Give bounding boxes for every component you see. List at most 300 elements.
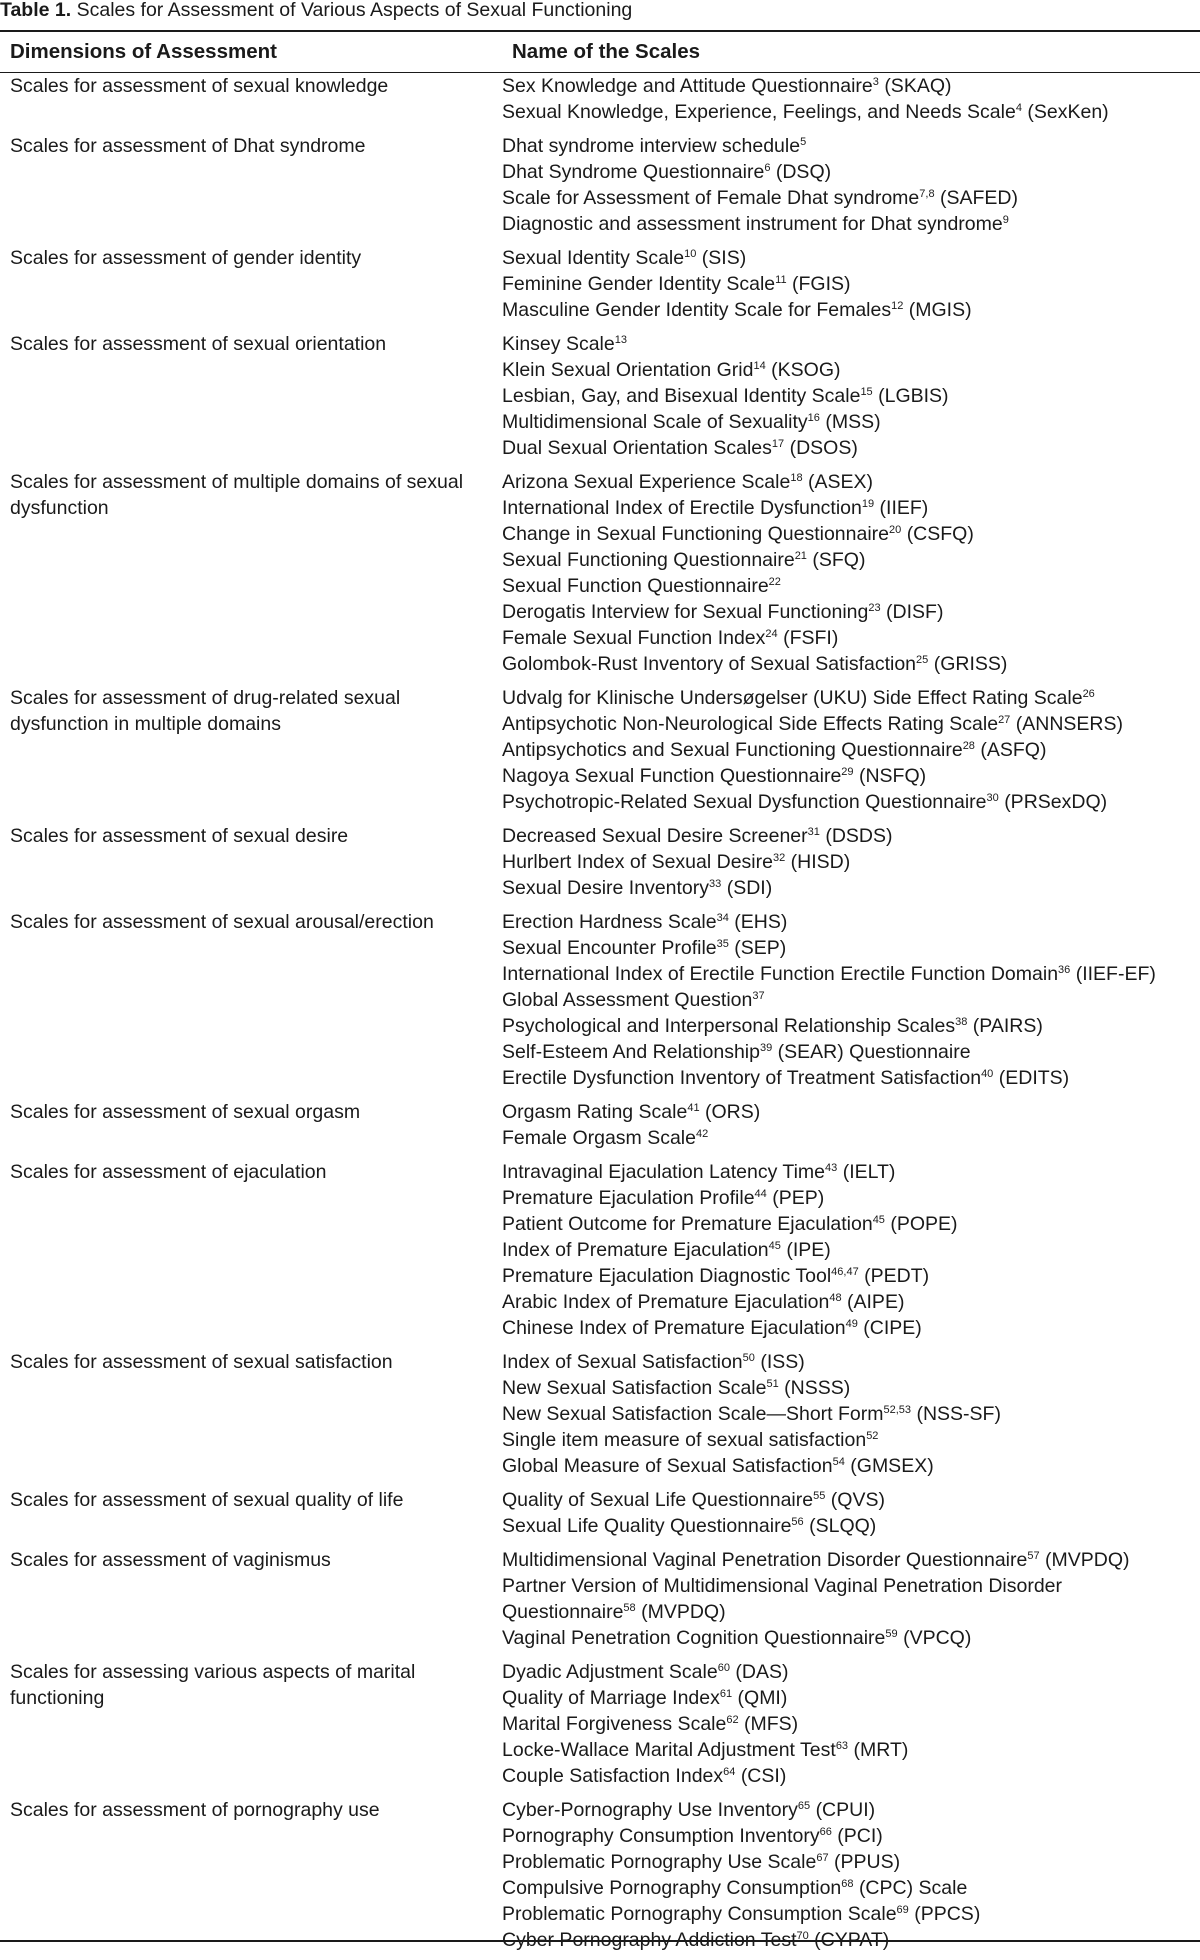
table-bottom-rule <box>0 1940 1200 1942</box>
dimension-cell: Scales for assessment of sexual quality of life <box>10 1489 404 1511</box>
table-row <box>0 1796 1200 1960</box>
scale-abbreviation: (SEAR) Questionnaire <box>777 1041 971 1063</box>
scale-entry <box>502 357 1190 383</box>
scale-name: Sexual Life Quality Questionnaire <box>502 1515 792 1537</box>
reference-number: 3 <box>872 76 879 88</box>
scale-abbreviation: (MFS) <box>744 1713 799 1735</box>
scale-name: Premature Ejaculation Profile <box>502 1187 755 1209</box>
scale-name: Arizona Sexual Experience Scale <box>502 471 791 493</box>
scale-entry <box>502 409 1190 435</box>
dimension-cell: Scales for assessment of gender identity <box>10 247 362 269</box>
scale-name: New Sexual Satisfaction Scale <box>502 1377 767 1399</box>
scale-entry <box>502 1315 1190 1341</box>
scale-entry <box>502 1547 1190 1573</box>
scale-entry <box>502 99 1190 125</box>
scale-entry <box>502 1065 1190 1091</box>
scale-entry <box>502 1453 1190 1479</box>
scale-entry <box>502 599 1190 625</box>
scale-name: Sexual Encounter Profile <box>502 937 717 959</box>
scale-name: Dhat Syndrome Questionnaire <box>502 161 765 183</box>
table-row <box>0 908 1200 1098</box>
scale-abbreviation: (CPUI) <box>815 1799 876 1821</box>
reference-number: 43 <box>825 1162 838 1174</box>
scale-name: Index of Premature Ejaculation <box>502 1239 769 1261</box>
scales-cell <box>502 909 1190 1091</box>
scales-cell <box>502 823 1190 901</box>
scale-entry <box>502 935 1190 961</box>
scale-abbreviation: (KSOG) <box>771 359 841 381</box>
scale-name: Scale for Assessment of Female Dhat syndrome <box>502 187 920 209</box>
table-row <box>0 684 1200 822</box>
reference-number: 37 <box>752 990 765 1002</box>
table-caption-label: Table 1. <box>0 0 72 21</box>
scale-entry <box>502 1211 1190 1237</box>
reference-number: 24 <box>765 628 778 640</box>
scale-name: Lesbian, Gay, and Bisexual Identity Scale <box>502 385 861 407</box>
scale-abbreviation: (CSI) <box>740 1765 787 1787</box>
reference-number: 51 <box>766 1378 779 1390</box>
reference-number: 33 <box>709 878 722 890</box>
scale-abbreviation: (MVPDQ) <box>1045 1549 1130 1571</box>
dimension-cell: Scales for assessing various aspects of marital functioning <box>10 1661 416 1709</box>
scale-name: Hurlbert Index of Sexual Desire <box>502 851 773 873</box>
scale-abbreviation: (DSOS) <box>789 437 858 459</box>
scale-abbreviation: (MRT) <box>853 1739 909 1761</box>
reference-number: 52 <box>866 1430 879 1442</box>
reference-number: 42 <box>695 1128 709 1140</box>
dimension-cell: Scales for assessment of multiple domains of sexual dysfunction <box>10 471 464 519</box>
scale-entry <box>502 271 1190 297</box>
scale-abbreviation: (SFQ) <box>812 549 866 571</box>
scale-abbreviation: (NSFQ) <box>858 765 927 787</box>
reference-number: 58 <box>623 1602 636 1614</box>
scale-abbreviation: (ASEX) <box>808 471 874 493</box>
scale-abbreviation: (ORS) <box>705 1101 761 1123</box>
scale-entry <box>502 383 1190 409</box>
scale-abbreviation: (MSS) <box>825 411 881 433</box>
scales-cell <box>502 1349 1190 1479</box>
table-row <box>0 468 1200 684</box>
scale-entry <box>502 1875 1190 1901</box>
scale-entry <box>502 849 1190 875</box>
scale-abbreviation: (GMSEX) <box>850 1455 934 1477</box>
scale-entry <box>502 1487 1190 1513</box>
scale-name: Antipsychotic Non-Neurological Side Effects Rating Scale <box>502 713 999 735</box>
scale-entry <box>502 737 1190 763</box>
scale-abbreviation: (ISS) <box>760 1351 805 1373</box>
scale-name: Intravaginal Ejaculation Latency Time <box>502 1161 826 1183</box>
scale-name: Kinsey Scale <box>502 333 615 355</box>
dimension-cell: Scales for assessment of vaginismus <box>10 1549 331 1571</box>
reference-number: 31 <box>807 826 820 838</box>
reference-number: 30 <box>986 792 999 804</box>
scale-entry <box>502 987 1190 1013</box>
scale-entry <box>502 1901 1190 1927</box>
reference-number: 50 <box>742 1352 755 1364</box>
scale-entry <box>502 1823 1190 1849</box>
dimension-cell: Scales for assessment of ejaculation <box>10 1161 327 1183</box>
scale-entry <box>502 1573 1190 1625</box>
reference-number: 32 <box>772 852 786 864</box>
dimension-cell: Scales for assessment of sexual desire <box>10 825 349 847</box>
reference-number: 18 <box>790 472 803 484</box>
reference-number: 38 <box>955 1016 968 1028</box>
column-header-scales: Name of the Scales <box>512 40 700 63</box>
scale-name: Masculine Gender Identity Scale for Females <box>502 299 892 321</box>
scale-abbreviation: (CYPAT) <box>814 1929 890 1951</box>
scale-abbreviation: (EDITS) <box>998 1067 1070 1089</box>
scale-abbreviation: (IIEF) <box>879 497 929 519</box>
reference-number: 10 <box>684 248 697 260</box>
scale-name: Erection Hardness Scale <box>502 911 717 933</box>
scale-entry <box>502 1125 1190 1151</box>
reference-number: 63 <box>835 1740 849 1752</box>
scale-entry <box>502 133 1190 159</box>
reference-number: 20 <box>889 524 902 536</box>
scale-name: Single item measure of sexual satisfaction <box>502 1429 867 1451</box>
scale-abbreviation: (PEDT) <box>864 1265 930 1287</box>
scale-name: Global Measure of Sexual Satisfaction <box>502 1455 833 1477</box>
scales-cell <box>502 331 1190 461</box>
reference-number: 36 <box>1058 964 1071 976</box>
scale-abbreviation: (PRSexDQ) <box>1004 791 1108 813</box>
scale-name: Cyber Pornography Addiction Test <box>502 1929 797 1951</box>
reference-number: 21 <box>794 550 807 562</box>
scale-entry <box>502 1711 1190 1737</box>
scale-name: Decreased Sexual Desire Screener <box>502 825 808 847</box>
scale-abbreviation: (PAIRS) <box>972 1015 1043 1037</box>
scale-abbreviation: (DSDS) <box>825 825 893 847</box>
scale-name: Multidimensional Scale of Sexuality <box>502 411 808 433</box>
scale-name: Sexual Function Questionnaire <box>502 575 769 597</box>
table-row <box>0 822 1200 908</box>
reference-number: 55 <box>813 1490 826 1502</box>
scale-name: Change in Sexual Functioning Questionnaire <box>502 523 890 545</box>
scale-name: Quality of Sexual Life Questionnaire <box>502 1489 814 1511</box>
scale-name: Female Orgasm Scale <box>502 1127 696 1149</box>
reference-number: 64 <box>723 1766 736 1778</box>
table-top-rule <box>0 30 1200 32</box>
scale-name: Global Assessment Question <box>502 989 753 1011</box>
reference-number: 14 <box>753 360 766 372</box>
scale-abbreviation: (HISD) <box>790 851 851 873</box>
reference-number: 45 <box>872 1214 885 1226</box>
reference-number: 5 <box>800 136 807 148</box>
reference-number: 70 <box>796 1930 809 1942</box>
scale-entry <box>502 297 1190 323</box>
scale-entry <box>502 1513 1190 1539</box>
scale-name: Arabic Index of Premature Ejaculation <box>502 1291 830 1313</box>
scale-entry <box>502 185 1190 211</box>
reference-number: 65 <box>797 1800 811 1812</box>
reference-number: 57 <box>1027 1550 1040 1562</box>
scale-abbreviation: (SIS) <box>701 247 747 269</box>
reference-number: 59 <box>885 1628 898 1640</box>
scale-entry <box>502 573 1190 599</box>
scale-entry <box>502 1013 1190 1039</box>
scale-abbreviation: (POPE) <box>890 1213 958 1235</box>
scale-name: Golombok-Rust Inventory of Sexual Satisfaction <box>502 653 917 675</box>
reference-number: 34 <box>716 912 729 924</box>
scale-entry <box>502 521 1190 547</box>
reference-number: 17 <box>771 438 785 450</box>
reference-number: 48 <box>829 1292 842 1304</box>
reference-number: 67 <box>816 1852 829 1864</box>
table-row <box>0 1348 1200 1486</box>
scales-cell <box>502 73 1190 125</box>
scale-abbreviation: (PPCS) <box>914 1903 981 1925</box>
dimension-cell: Scales for assessment of pornography use <box>10 1799 380 1821</box>
scale-entry <box>502 73 1190 99</box>
table-row <box>0 330 1200 468</box>
reference-number: 4 <box>1015 102 1022 114</box>
scale-entry <box>502 435 1190 461</box>
table-caption <box>0 0 632 20</box>
scales-cell <box>502 685 1190 815</box>
column-header-dimensions: Dimensions of Assessment <box>10 40 277 63</box>
scales-cell <box>502 1159 1190 1341</box>
scale-name: Sexual Functioning Questionnaire <box>502 549 795 571</box>
scale-name: Dyadic Adjustment Scale <box>502 1661 718 1683</box>
reference-number: 60 <box>717 1662 730 1674</box>
scale-name: Self-Esteem And Relationship <box>502 1041 760 1063</box>
reference-number: 6 <box>764 162 771 174</box>
table-row <box>0 1486 1200 1546</box>
reference-number: 12 <box>891 300 904 312</box>
reference-number: 66 <box>819 1826 832 1838</box>
scales-cell <box>502 1659 1190 1789</box>
dimension-cell: Scales for assessment of sexual satisfaction <box>10 1351 393 1373</box>
scale-name: Antipsychotics and Sexual Functioning Questionnaire <box>502 739 963 761</box>
scale-abbreviation: (EHS) <box>734 911 788 933</box>
scale-entry <box>502 1289 1190 1315</box>
dimension-cell: Scales for assessment of sexual arousal/erection <box>10 911 434 933</box>
scale-entry <box>502 1039 1190 1065</box>
scale-name: Partner Version of Multidimensional Vaginal Penetration Disorder Questionnaire <box>502 1575 1063 1623</box>
scale-abbreviation: (IPE) <box>786 1239 831 1261</box>
scale-entry <box>502 909 1190 935</box>
scale-name: Problematic Pornography Consumption Scale <box>502 1903 897 1925</box>
scale-abbreviation: (SDI) <box>726 877 773 899</box>
scale-abbreviation: (DSQ) <box>775 161 832 183</box>
scale-entry <box>502 763 1190 789</box>
scale-name: International Index of Erectile Function Erectile Function Domain <box>502 963 1059 985</box>
scale-name: Marital Forgiveness Scale <box>502 1713 727 1735</box>
reference-number: 49 <box>845 1318 858 1330</box>
scale-abbreviation: (VPCQ) <box>903 1627 972 1649</box>
scale-name: Diagnostic and assessment instrument for Dhat syndrome <box>502 213 1003 235</box>
scale-abbreviation: (MGIS) <box>908 299 972 321</box>
scale-entry <box>502 711 1190 737</box>
scale-name: Psychotropic-Related Sexual Dysfunction Questionnaire <box>502 791 987 813</box>
scale-abbreviation: (SLQQ) <box>809 1515 877 1537</box>
dimension-cell: Scales for assessment of sexual orientation <box>10 333 387 355</box>
scale-entry <box>502 1797 1190 1823</box>
reference-number: 54 <box>832 1456 845 1468</box>
table-row <box>0 1658 1200 1796</box>
scale-name: Patient Outcome for Premature Ejaculation <box>502 1213 873 1235</box>
scale-entry <box>502 1685 1190 1711</box>
scale-entry <box>502 1659 1190 1685</box>
reference-number: 40 <box>981 1068 994 1080</box>
table-row <box>0 132 1200 244</box>
scale-name: New Sexual Satisfaction Scale—Short Form <box>502 1403 884 1425</box>
scale-abbreviation: (DAS) <box>735 1661 789 1683</box>
table-caption-text: Scales for Assessment of Various Aspects of Sexual Functioning <box>76 0 633 21</box>
reference-number: 61 <box>719 1688 733 1700</box>
scale-entry <box>502 211 1190 237</box>
scale-entry <box>502 651 1190 677</box>
reference-number: 9 <box>1002 214 1009 226</box>
scale-name: Sex Knowledge and Attitude Questionnaire <box>502 75 873 97</box>
scale-entry <box>502 1099 1190 1125</box>
reference-number: 69 <box>896 1904 909 1916</box>
reference-number: 62 <box>726 1714 739 1726</box>
reference-number: 68 <box>841 1878 854 1890</box>
scale-abbreviation: (QMI) <box>737 1687 788 1709</box>
reference-number: 7,8 <box>919 188 935 200</box>
scale-entry <box>502 245 1190 271</box>
dimension-cell: Scales for assessment of sexual knowledge <box>10 75 389 97</box>
scale-entry <box>502 789 1190 815</box>
scale-entry <box>502 1737 1190 1763</box>
scale-entry <box>502 331 1190 357</box>
scale-abbreviation: (IELT) <box>842 1161 896 1183</box>
scale-name: Compulsive Pornography Consumption <box>502 1877 842 1899</box>
reference-number: 52,53 <box>883 1404 912 1416</box>
scale-abbreviation: (GRISS) <box>933 653 1008 675</box>
reference-number: 26 <box>1082 688 1095 700</box>
scale-name: Feminine Gender Identity Scale <box>502 273 776 295</box>
scale-entry <box>502 625 1190 651</box>
scale-entry <box>502 1849 1190 1875</box>
scale-entry <box>502 1237 1190 1263</box>
scale-entry <box>502 495 1190 521</box>
scale-name: Premature Ejaculation Diagnostic Tool <box>502 1265 832 1287</box>
table-row <box>0 244 1200 330</box>
scale-entry <box>502 1185 1190 1211</box>
scale-abbreviation: (PCI) <box>837 1825 883 1847</box>
scale-name: Udvalg for Klinische Undersøgelser (UKU) Side Effect Rating Scale <box>502 687 1083 709</box>
reference-number: 45 <box>768 1240 781 1252</box>
table-row <box>0 1098 1200 1158</box>
scale-abbreviation: (QVS) <box>830 1489 885 1511</box>
scales-cell <box>502 1797 1190 1953</box>
scale-entry <box>502 1263 1190 1289</box>
scale-abbreviation: (SexKen) <box>1027 101 1109 123</box>
scale-abbreviation: (LGBIS) <box>878 385 949 407</box>
scale-entry <box>502 1427 1190 1453</box>
scale-entry <box>502 1625 1190 1651</box>
scale-abbreviation: (SAFED) <box>939 187 1018 209</box>
table-row <box>0 1546 1200 1658</box>
scale-abbreviation: (MVPDQ) <box>641 1601 726 1623</box>
scale-entry <box>502 1159 1190 1185</box>
scale-entry <box>502 547 1190 573</box>
reference-number: 35 <box>716 938 729 950</box>
dimension-cell: Scales for assessment of Dhat syndrome <box>10 135 366 157</box>
scales-cell <box>502 1547 1190 1651</box>
scale-name: Dhat syndrome interview schedule <box>502 135 801 157</box>
scale-abbreviation: (FSFI) <box>783 627 839 649</box>
reference-number: 11 <box>775 274 787 286</box>
scale-abbreviation: (CPC) Scale <box>858 1877 968 1899</box>
scale-abbreviation: (DISF) <box>886 601 944 623</box>
reference-number: 23 <box>868 602 881 614</box>
reference-number: 22 <box>768 576 781 588</box>
scale-name: Psychological and Interpersonal Relationship Scales <box>502 1015 956 1037</box>
scale-name: Chinese Index of Premature Ejaculation <box>502 1317 846 1339</box>
scale-abbreviation: (PEP) <box>772 1187 825 1209</box>
scale-name: Locke-Wallace Marital Adjustment Test <box>502 1739 836 1761</box>
reference-number: 46,47 <box>831 1266 859 1278</box>
scale-abbreviation: (FGIS) <box>792 273 851 295</box>
reference-number: 13 <box>614 334 627 346</box>
scale-entry <box>502 1763 1190 1789</box>
scale-entry <box>502 823 1190 849</box>
reference-number: 16 <box>807 412 820 424</box>
scale-entry <box>502 469 1190 495</box>
scales-cell <box>502 133 1190 237</box>
dimension-cell: Scales for assessment of drug-related sexual dysfunction in multiple domains <box>10 687 401 735</box>
scale-name: Index of Sexual Satisfaction <box>502 1351 743 1373</box>
reference-number: 19 <box>861 498 875 510</box>
scale-abbreviation: (ANNSERS) <box>1015 713 1123 735</box>
scale-name: Female Sexual Function Index <box>502 627 766 649</box>
scale-abbreviation: (IIEF-EF) <box>1075 963 1156 985</box>
scale-name: Sexual Desire Inventory <box>502 877 710 899</box>
reference-number: 29 <box>841 766 854 778</box>
reference-number: 44 <box>754 1188 767 1200</box>
scale-name: Dual Sexual Orientation Scales <box>502 437 772 459</box>
scales-cell <box>502 1487 1190 1539</box>
scales-cell <box>502 245 1190 323</box>
scale-entry <box>502 1375 1190 1401</box>
scale-entry <box>502 875 1190 901</box>
dimension-cell: Scales for assessment of sexual orgasm <box>10 1101 361 1123</box>
reference-number: 56 <box>791 1516 804 1528</box>
scale-abbreviation: (SEP) <box>734 937 787 959</box>
reference-number: 27 <box>998 714 1011 726</box>
scale-entry <box>502 961 1190 987</box>
reference-number: 39 <box>759 1042 773 1054</box>
scale-abbreviation: (SKAQ) <box>884 75 952 97</box>
scale-entry <box>502 1349 1190 1375</box>
scale-abbreviation: (NSS-SF) <box>916 1403 1001 1425</box>
scale-name: Erectile Dysfunction Inventory of Treatment Satisfaction <box>502 1067 982 1089</box>
scale-name: Multidimensional Vaginal Penetration Disorder Questionnaire <box>502 1549 1028 1571</box>
scale-name: Orgasm Rating Scale <box>502 1101 688 1123</box>
scale-entry <box>502 1401 1190 1427</box>
scale-name: Sexual Identity Scale <box>502 247 685 269</box>
scale-abbreviation: (NSSS) <box>784 1377 851 1399</box>
scale-abbreviation: (PPUS) <box>834 1851 901 1873</box>
reference-number: 25 <box>916 654 929 666</box>
scale-name: International Index of Erectile Dysfunction <box>502 497 862 519</box>
scale-name: Couple Satisfaction Index <box>502 1765 724 1787</box>
reference-number: 28 <box>962 740 975 752</box>
scale-name: Nagoya Sexual Function Questionnaire <box>502 765 842 787</box>
table-row <box>0 72 1200 132</box>
scale-name: Problematic Pornography Use Scale <box>502 1851 817 1873</box>
scale-name: Quality of Marriage Index <box>502 1687 720 1709</box>
scale-name: Sexual Knowledge, Experience, Feelings, and Needs Scale <box>502 101 1016 123</box>
reference-number: 41 <box>687 1102 700 1114</box>
scales-cell <box>502 469 1190 677</box>
scale-abbreviation: (AIPE) <box>847 1291 905 1313</box>
scale-abbreviation: (ASFQ) <box>980 739 1047 761</box>
scale-name: Pornography Consumption Inventory <box>502 1825 820 1847</box>
